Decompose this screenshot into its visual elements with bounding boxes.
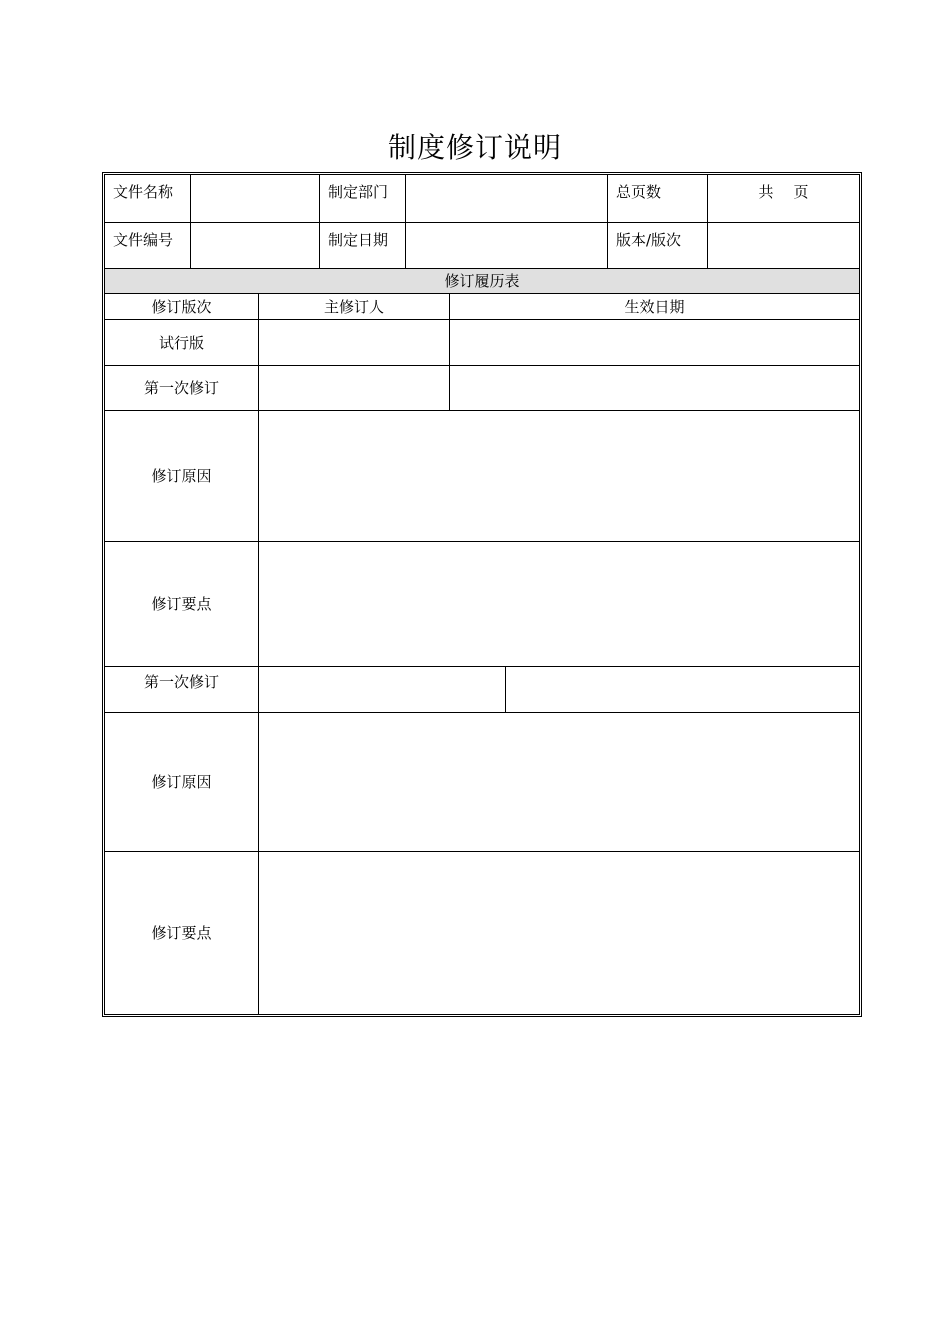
- total-pages-prefix: 共: [758, 183, 774, 201]
- file-no-field[interactable]: [191, 223, 319, 268]
- history-row-reviser-field[interactable]: [259, 366, 449, 410]
- revision-points-field[interactable]: [259, 852, 859, 1014]
- total-pages-field[interactable]: [708, 175, 859, 222]
- revision-reviser-field[interactable]: [259, 667, 505, 712]
- col-reviser-header: 主修订人: [323, 297, 384, 316]
- file-no-label: 文件编号: [113, 231, 174, 249]
- date-field[interactable]: [406, 223, 607, 268]
- file-name-label: 文件名称: [113, 183, 174, 201]
- revision-points-field[interactable]: [259, 542, 859, 666]
- col-version-header: 修订版次: [151, 297, 212, 316]
- file-name-field[interactable]: [191, 175, 319, 222]
- history-row-reviser-field[interactable]: [259, 320, 449, 365]
- revision-effective-field[interactable]: [506, 667, 859, 712]
- revision-points-label: 修订要点: [151, 595, 212, 613]
- revision-reason-label: 修订原因: [151, 773, 212, 791]
- revision-form: [102, 172, 862, 1017]
- col-effective-header: 生效日期: [624, 297, 685, 316]
- date-label: 制定日期: [328, 231, 389, 249]
- history-row-version: 第一次修订: [143, 379, 219, 397]
- page-title: 制度修订说明: [387, 131, 562, 164]
- history-row-effective-field[interactable]: [450, 320, 859, 365]
- revision-points-label: 修订要点: [151, 924, 212, 942]
- total-pages-label: 总页数: [616, 183, 662, 201]
- version-label: 版本/版次: [616, 231, 682, 249]
- total-pages-suffix: 页: [793, 183, 809, 201]
- version-field[interactable]: [708, 223, 859, 268]
- dept-field[interactable]: [406, 175, 607, 222]
- revision-reason-label: 修订原因: [151, 467, 212, 485]
- history-row-version: 试行版: [158, 333, 204, 352]
- dept-label: 制定部门: [328, 183, 389, 201]
- history-row-effective-field[interactable]: [450, 366, 859, 410]
- revision-label: 第一次修订: [143, 673, 219, 691]
- revision-reason-field[interactable]: [259, 713, 859, 851]
- history-title: 修订履历表: [444, 272, 520, 290]
- revision-reason-field[interactable]: [259, 411, 859, 541]
